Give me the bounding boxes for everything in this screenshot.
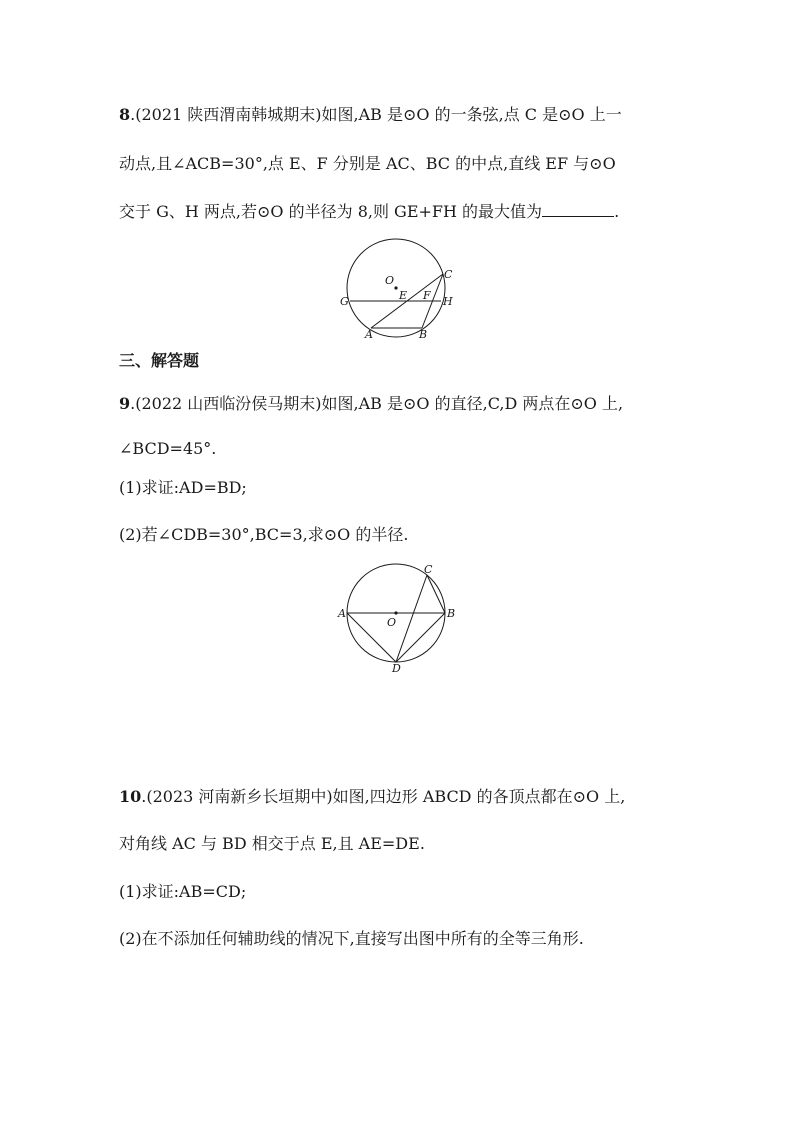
q8-label-b: B — [419, 328, 428, 341]
q9-label-d: D — [392, 662, 401, 675]
q9-label-o: O — [387, 616, 397, 629]
q9-line-1 — [119, 393, 623, 415]
q10-number: 10 — [119, 787, 142, 806]
q9-label-c: C — [424, 563, 433, 576]
q9-text-2: ∠BCD=45°. — [119, 439, 217, 458]
q8-label-h: H — [443, 295, 453, 308]
q8-line-3 — [119, 201, 619, 223]
q8-source: .(2021 陕西渭南韩城期末) — [130, 105, 322, 124]
q9-figure — [335, 560, 465, 676]
q9-chord-cd — [396, 575, 427, 662]
q8-label-e: E — [399, 289, 408, 302]
q8-line-1 — [119, 104, 622, 126]
q9-chord-bc — [427, 575, 445, 613]
q8-center-dot — [394, 286, 397, 289]
q8-text-2: 动点,且∠ACB=30°,点 E、F 分别是 AC、BC 的中点,直线 EF 与⊙O — [119, 154, 616, 173]
q9-label-a: A — [338, 607, 346, 620]
q8-label-a: A — [365, 328, 373, 341]
q10-text-2: 对角线 AC 与 BD 相交于点 E,且 AE=DE. — [119, 834, 425, 853]
q9-part-1: (1)求证:AD=BD; — [119, 478, 247, 497]
section-3-heading: 三、解答题 — [119, 351, 200, 370]
q10-part-2: (2)在不添加任何辅助线的情况下,直接写出图中所有的全等三角形. — [119, 929, 584, 948]
q10-text-1: 如图,四边形 ABCD 的各顶点都在⊙O 上, — [332, 787, 626, 806]
q9-source: .(2022 山西临汾侯马期末) — [130, 394, 322, 413]
q8-figure — [335, 238, 465, 342]
q9-label-b: B — [447, 607, 456, 620]
q9-part-2: (2)若∠CDB=30°,BC=3,求⊙O 的半径. — [119, 525, 409, 544]
q9-chord-bd — [396, 613, 445, 662]
q9-text-1: 如图,AB 是⊙O 的直径,C,D 两点在⊙O 上, — [321, 394, 624, 413]
q8-text-1: 如图,AB 是⊙O 的一条弦,点 C 是⊙O 上一 — [321, 105, 622, 124]
q10-source: .(2023 河南新乡长垣期中) — [141, 787, 333, 806]
q10-line-2 — [119, 833, 425, 855]
q8-label-g: G — [340, 295, 349, 308]
q9-number: 9 — [119, 394, 131, 413]
q8-line-2 — [119, 153, 616, 175]
q8-label-c: C — [444, 268, 453, 281]
q9-line-2 — [119, 438, 216, 460]
q8-label-o: O — [385, 274, 395, 287]
q8-label-f: F — [423, 289, 431, 302]
q8-text-3-end: . — [614, 202, 620, 221]
q8-number: 8 — [119, 105, 131, 124]
q10-part-1: (1)求证:AB=CD; — [119, 882, 247, 901]
q8-answer-blank[interactable] — [542, 202, 614, 217]
q8-text-3: 交于 G、H 两点,若⊙O 的半径为 8,则 GE+FH 的最大值为 — [119, 202, 543, 221]
q10-line-1 — [119, 786, 625, 808]
